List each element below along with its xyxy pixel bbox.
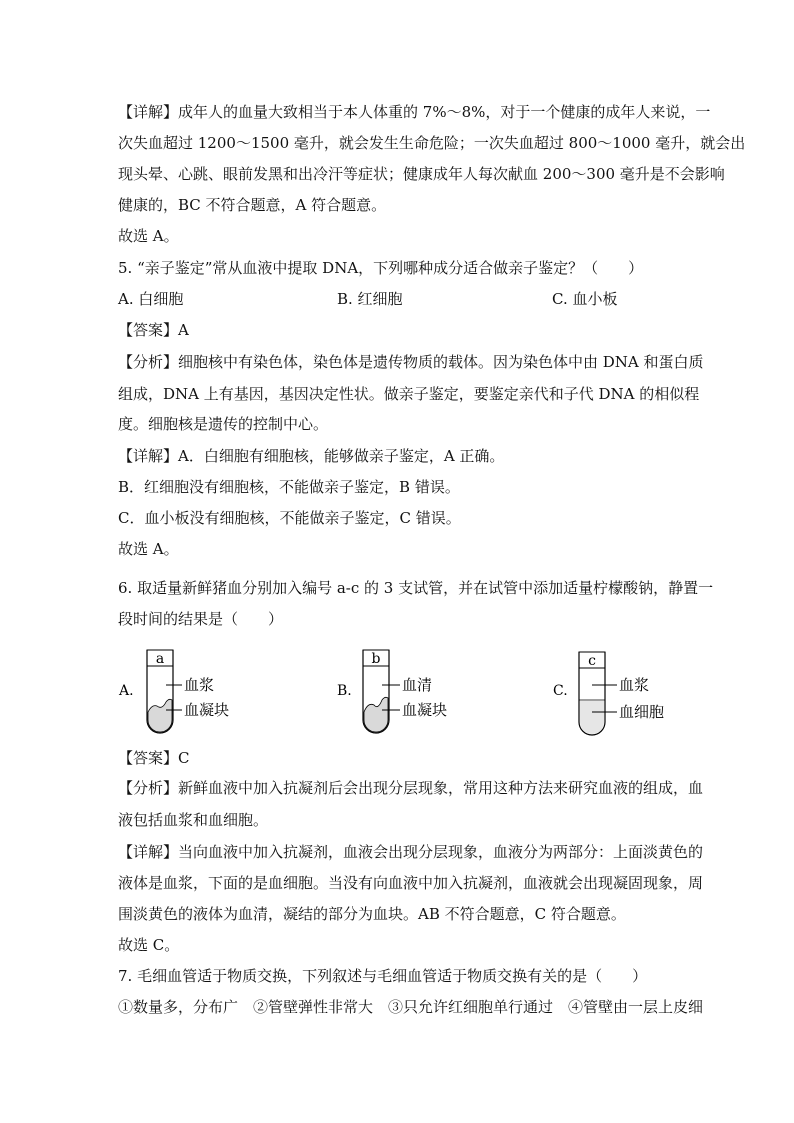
q5-option-b: B. 红细胞 [337, 290, 403, 308]
text-line: 液包括血浆和血细胞。 [118, 811, 269, 829]
tube-letter: c [588, 653, 596, 669]
tube-lower-label: 血凝块 [184, 701, 230, 719]
test-tube-diagram [110, 640, 680, 740]
question-6: 6. 取适量新鲜猪血分别加入编号 a-c 的 3 支试管，并在试管中添加适量柠檬酸钠，静置一 [118, 579, 714, 597]
text-line: 健康的，BC 不符合题意，A 符合题意。 [118, 196, 387, 214]
text-line: 度。细胞核是遗传的控制中心。 [118, 415, 329, 433]
text-line: 段时间的结果是（ ） [118, 610, 284, 628]
text-line: 【分析】新鲜血液中加入抗凝剂后会出现分层现象，常用这种方法来研究血液的组成，血 [118, 779, 704, 797]
text-line: 组成，DNA 上有基因，基因决定性状。做亲子鉴定，要鉴定亲代和子代 DNA 的相似程 [118, 385, 700, 403]
tube-letter: a [155, 651, 165, 667]
tube-option-label: A. [119, 683, 134, 699]
text-line: 现头晕、心跳、眼前发黑和出冷汗等症状；健康成年人每次献血 200～300 毫升是不会影响 [118, 165, 725, 183]
tube-letter: b [371, 651, 381, 667]
text-line: 次失血超过 1200～1500 毫升，就会发生生命危险；一次失血超过 800～1000 毫升，就会出 [118, 134, 746, 152]
text-line: 液体是血浆，下面的是血细胞。当没有向血液中加入抗凝剂，血液就会出现凝固现象，周 [118, 874, 704, 892]
text-line: B．红细胞没有细胞核，不能做亲子鉴定，B 错误。 [118, 478, 460, 496]
text-line: 围淡黄色的液体为血清，凝结的部分为血块。AB 不符合题意，C 符合题意。 [118, 905, 626, 923]
text-line: 故选 C。 [118, 936, 180, 954]
q5-option-a: A. 白细胞 [118, 290, 184, 308]
q5-option-c: C. 血小板 [552, 290, 618, 308]
text-line: 【详解】A．白细胞有细胞核，能够做亲子鉴定，A 正确。 [118, 447, 505, 465]
tube-upper-label: 血浆 [619, 676, 650, 694]
text-line: 【分析】细胞核中有染色体，染色体是遗传物质的载体。因为染色体中由 DNA 和蛋白质 [118, 353, 704, 371]
question-7: 7. 毛细血管适于物质交换，下列叙述与毛细血管适于物质交换有关的是（ ） [118, 967, 648, 985]
tube-a [118, 650, 229, 733]
text-line: 故选 A。 [118, 540, 179, 558]
tube-lower-label: 血凝块 [402, 701, 448, 719]
tube-c [553, 652, 664, 735]
tube-lower-label: 血细胞 [619, 703, 665, 721]
tube-b [337, 650, 447, 733]
text-line: C．血小板没有细胞核，不能做亲子鉴定，C 错误。 [118, 509, 461, 527]
text-line: ①数量多，分布广 ②管壁弹性非常大 ③只允许红细胞单行通过 ④管壁由一层上皮细 [118, 998, 704, 1016]
text-line: 【详解】当向血液中加入抗凝剂，血液会出现分层现象，血液分为两部分：上面淡黄色的 [118, 843, 704, 861]
question-5: 5. “亲子鉴定”常从血液中提取 DNA，下列哪种成分适合做亲子鉴定？（ ） [118, 259, 644, 277]
tube-option-label: C. [553, 683, 568, 699]
answer-line: 【答案】A [118, 321, 189, 339]
tube-option-label: B. [337, 683, 352, 699]
tube-upper-label: 血清 [402, 676, 433, 694]
text-line: 故选 A。 [118, 227, 179, 245]
text-line: 【详解】成年人的血量大致相当于本人体重的 7%～8%，对于一个健康的成年人来说，一 [118, 103, 711, 121]
answer-line: 【答案】C [118, 749, 190, 767]
tube-upper-label: 血浆 [184, 676, 215, 694]
